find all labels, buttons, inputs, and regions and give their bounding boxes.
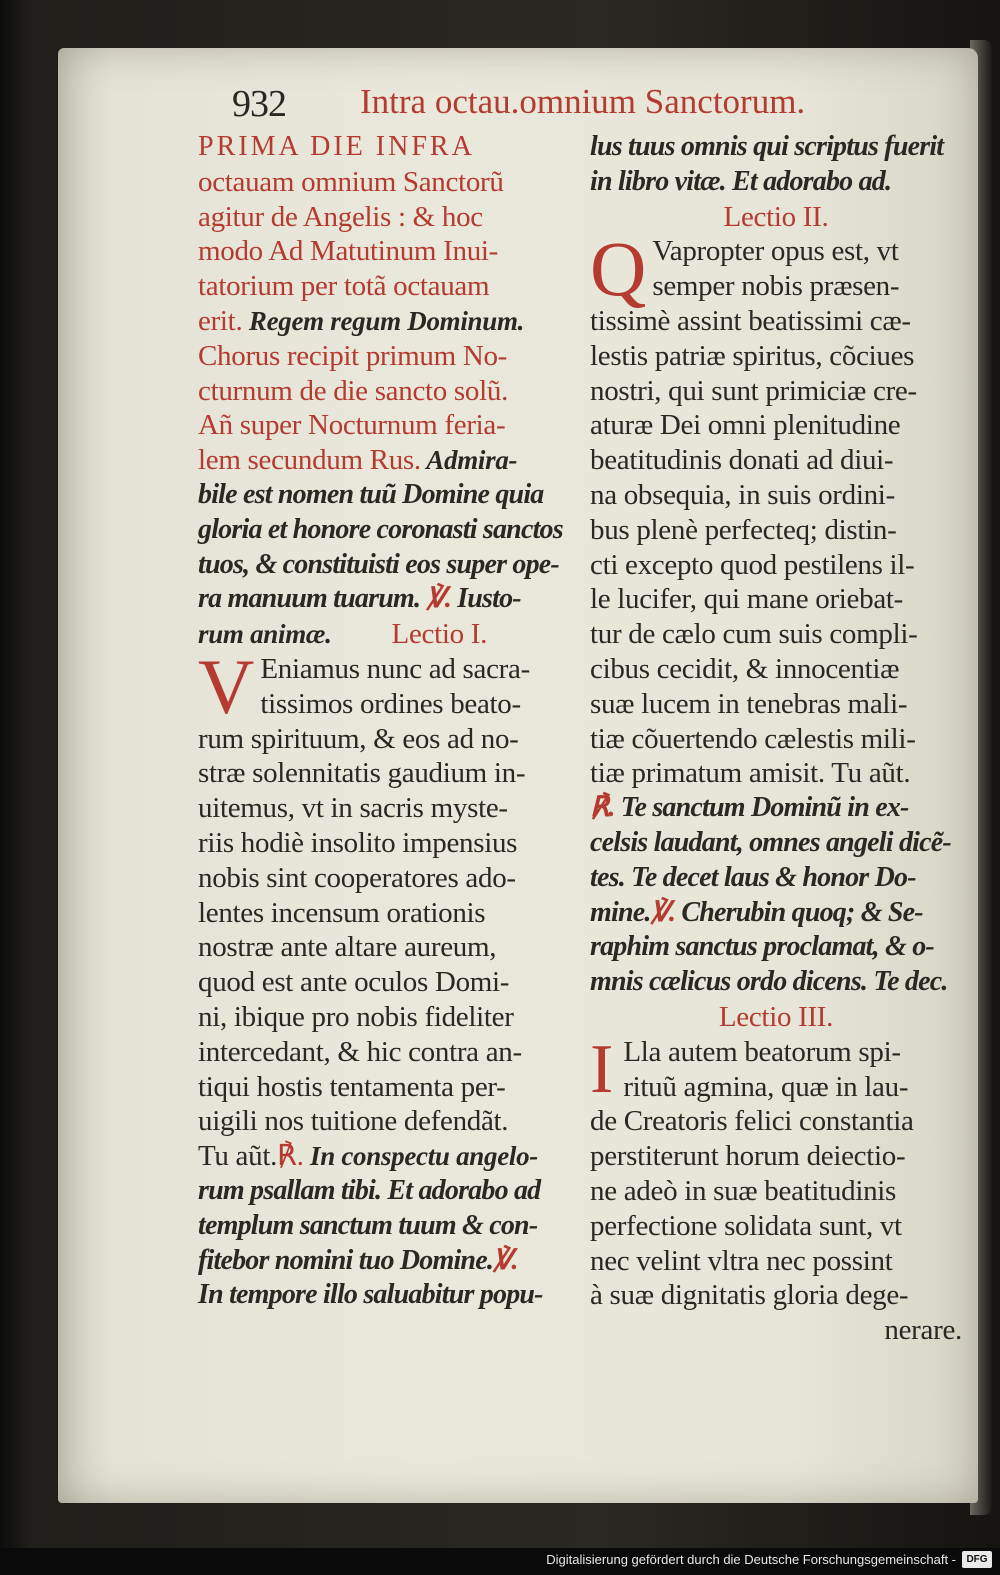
left-column (198, 130, 563, 1313)
running-title: Intra octau.omnium Sanctorum. (360, 82, 806, 121)
body-line: tur de cælo cum suis compli- (590, 618, 918, 651)
body-line: nostri, qui sunt primiciæ cre- (590, 374, 917, 407)
right-column (590, 130, 962, 1348)
body-line: à suæ dignitatis gloria dege- (590, 1279, 909, 1312)
body-line: beatitudinis donati ad diui- (590, 444, 894, 477)
funding-credit: Digitalisierung gefördert durch die Deutsche Forschungsgemeinschaft - (546, 1552, 956, 1567)
mixed-line (198, 443, 563, 478)
response-line: In tempore illo saluabitur popu- (198, 1279, 543, 1311)
body-line: lestis patriæ spiritus, cõciues (590, 339, 915, 372)
response-line: rum psallam tibi. Et adorabo ad (198, 1174, 541, 1206)
mixed-line (198, 304, 563, 339)
body-line: nostræ ante altare aureum, (198, 931, 497, 964)
body-text: Tu aũt. (198, 1140, 278, 1173)
antiphon-text: Admira- (420, 445, 518, 476)
body-line: Eniamus nunc ad sacra- (260, 652, 530, 685)
response-line: tes. Te decet laus & honor Do- (590, 861, 916, 893)
response-mark: ℟. (590, 792, 615, 824)
rubric-fragment: erit. (198, 304, 243, 337)
response-mark: ℟. (277, 1140, 304, 1173)
rubric-line: tatorium per totã octauam (198, 270, 490, 303)
initial-letter: Q (590, 225, 647, 313)
body-line: riis hodiè insolito impensius (198, 826, 518, 859)
lectio-1-opening (198, 642, 563, 730)
response-line: celsis laudant, omnes angeli dicẽ- (590, 826, 951, 858)
lectio-heading: Lectio III. (718, 1000, 834, 1033)
body-line: bus plenè perfecteq; distin- (590, 513, 897, 546)
antiphon-line: tuos, & constituisti eos super ope- (198, 548, 559, 580)
mixed-line (590, 896, 962, 931)
catchword-line: nerare. (884, 1314, 962, 1347)
body-line: tissimè assint beatissimi cæ- (590, 304, 911, 337)
versicle-mark: ℣. (650, 896, 676, 928)
lectio-heading: Lectio I. (391, 618, 488, 651)
body-line: perstiterunt horum deiectio- (590, 1140, 906, 1173)
antiphon-text: rum animæ. (198, 619, 332, 650)
antiphon-line: gloria et honore coronasti sanctos (198, 513, 563, 545)
rubric-line: Añ super Nocturnum feria- (198, 409, 506, 442)
rubric-line: agitur de Angelis : & hoc (198, 200, 483, 233)
initial-letter: I (590, 1030, 614, 1108)
page-number: 932 (232, 83, 286, 125)
lectio-3-opening (590, 1030, 962, 1108)
body-line: na obsequia, in suis ordini- (590, 478, 895, 511)
body-line: Vapropter opus est, vt (652, 235, 899, 268)
body-line: uitemus, vt in sacris myste- (198, 792, 508, 825)
dfg-logo: DFG (962, 1551, 992, 1568)
body-line: ni, ibique pro nobis fideliter (198, 1000, 514, 1033)
body-line: tissimos ordines beato- (260, 687, 521, 720)
response-line: lus tuus omnis qui scriptus fuerit (590, 131, 944, 162)
body-line: semper nobis præsen- (652, 270, 900, 303)
lectio-heading: Lectio II. (723, 200, 829, 233)
body-line: uigili nos tuitione defendãt. (198, 1105, 509, 1138)
rubric-line: modo Ad Matutinum Inui- (198, 235, 499, 268)
rubric-fragment: lem secundum Rus. (198, 444, 421, 477)
mixed-line (198, 582, 563, 617)
body-line: perfectione solidata sunt, vt (590, 1209, 902, 1242)
body-line: rituũ agmina, quæ in lau- (623, 1070, 909, 1103)
initial-letter: V (198, 642, 255, 730)
body-line: tiæ cõuertendo cælestis mili- (590, 722, 916, 755)
antiphon-text: ra manuum tuarum. (198, 583, 421, 615)
response-text: In conspectu angelo- (303, 1141, 538, 1172)
mixed-line (590, 791, 962, 826)
rubric-line: Chorus recipit primum No- (198, 339, 508, 372)
body-line: nobis sint cooperatores ado- (198, 861, 516, 894)
body-line: cibus cecidit, & innocentiæ (590, 652, 900, 685)
body-line: ne adeò in suæ beatitudinis (590, 1174, 897, 1207)
body-line: tiæ primatum amisit. Tu aũt. (590, 757, 911, 790)
rubric-line: cturnum de die sancto solũ. (198, 374, 509, 407)
antiphon-text: Iusto- (457, 583, 521, 615)
body-line: de Creatoris felici constantia (590, 1105, 914, 1138)
response-text: fitebor nomini tuo Domine. (198, 1244, 494, 1276)
response-text: Te sanctum Dominũ in ex- (614, 792, 909, 824)
response-text: mine. (590, 896, 651, 928)
body-line: aturæ Dei omni plenitudine (590, 409, 901, 442)
response-line: mnis cælicus ordo dicens. Te dec. (590, 966, 948, 998)
versicle-mark: ℣. (493, 1244, 518, 1276)
mixed-line (198, 1244, 563, 1279)
response-line: templum sanctum tuum & con- (198, 1209, 538, 1241)
versicle-mark: ℣. (420, 583, 458, 615)
body-line: suæ lucem in tenebras mali- (590, 687, 908, 720)
body-line: Lla autem beatorum spi- (623, 1035, 901, 1068)
body-line: rum spirituum, & eos ad no- (198, 722, 519, 755)
antiphon-line: bile est nomen tuũ Domine quia (198, 478, 544, 510)
body-line: cti excepto quod pestilens il- (590, 548, 915, 581)
rubric-line: octauam omnium Sanctorũ (198, 165, 504, 198)
rubric-line: PRIMA DIE INFRA (198, 131, 475, 162)
response-line: in libro vitæ. Et adorabo ad. (590, 165, 892, 197)
invitatory-text: Regem regum Dominum. (242, 305, 525, 336)
lectio-2-opening (590, 225, 962, 313)
body-line: lentes incensum orationis (198, 896, 486, 929)
response-line: raphim sanctus proclamat, & o- (590, 931, 934, 963)
response-text: Cherubin quoq; & Se- (675, 896, 923, 928)
body-line: le lucifer, qui mane oriebat- (590, 583, 904, 616)
body-line: intercedant, & hic contra an- (198, 1035, 522, 1068)
body-line: stræ solennitatis gaudium in- (198, 757, 526, 790)
body-line: tiqui hostis tentamenta per- (198, 1070, 506, 1103)
body-line: nec velint vltra nec possint (590, 1244, 893, 1277)
mixed-line (198, 1139, 563, 1174)
body-line: quod est ante oculos Domi- (198, 966, 510, 999)
